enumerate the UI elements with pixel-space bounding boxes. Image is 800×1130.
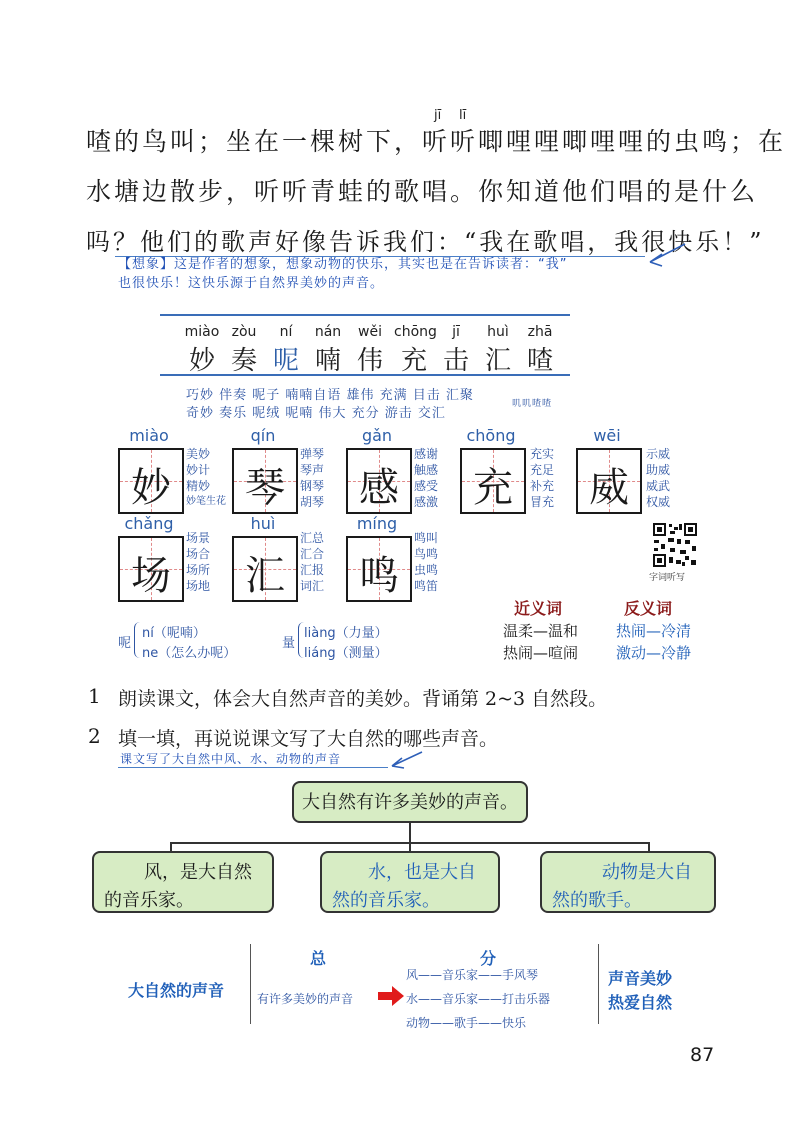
read-char: 喃 [314,346,341,376]
tree-leaf-text: 动物是大自然的歌手。 [552,862,692,911]
write-char-pinyin: qín [250,426,276,445]
red-arrow-icon [378,986,404,1006]
write-char-box [460,448,526,514]
write-char-word: 胡琴 [300,495,325,509]
write-char-word: 权威 [646,495,671,509]
summary-divider [250,944,251,1024]
summary-right-1: 声音美妙 [608,969,673,988]
read-char: 汇 [484,346,511,376]
read-char: 喳 [526,346,553,376]
write-char-word: 汇报 [300,563,325,577]
tree-leaf-text: 的音乐家。 [104,890,194,911]
write-char-word: 场合 [186,547,211,561]
exercise-text: 朗读课文，体会大自然声音的美妙。背诵第 2~3 自然段。 [118,688,608,710]
qr-code-icon[interactable] [652,522,698,568]
write-char: 琴 [245,465,285,511]
annotation-note-1: 【想象】这是作者的想象，想象动物的快乐，其实也是在告诉读者：“我” [118,257,568,272]
write-char-word: 触感 [414,463,439,477]
write-char-word: 汇合 [300,547,325,561]
write-char-word: 鸣叫 [414,531,439,545]
polyphone-char: 量 [282,636,296,651]
read-char: 击 [442,346,469,376]
read-chars-top-rule [160,314,570,316]
read-char-pinyin: zòu [231,324,257,340]
tree-leaf-text: 水，也是大自然的音乐家。 [332,862,476,911]
write-char-word: 精妙 [186,479,211,493]
tree-connector [409,823,411,843]
polyphone-reading: ní（呢喃） [142,626,206,641]
write-char: 汇 [245,553,285,599]
write-char-word: 鸟鸣 [414,547,439,561]
exercise-number: 2 [88,724,101,748]
page-number: 87 [690,1044,715,1066]
read-char: 充 [400,346,427,376]
write-char-word: 虫鸣 [414,563,439,577]
write-char-pinyin: míng [356,514,398,533]
write-char-word: 弹琴 [300,447,325,461]
read-char-pinyin: wěi [358,324,382,340]
write-char-box [232,536,298,602]
write-char: 鸣 [359,553,399,599]
read-char-pinyin: ní [279,324,293,340]
write-char-box [346,448,412,514]
read-char-pinyin: chōng [394,324,437,340]
write-char-word: 妙计 [186,463,211,477]
summary-row: 风——音乐家——手风琴 [406,968,539,982]
passage-line-3: 吗？他们的歌声好像告诉我们：“我在歌唱，我很快乐！” [86,228,765,256]
write-char-box [576,448,642,514]
write-char: 充 [473,465,513,511]
read-char: 伟 [356,346,383,376]
summary-divider [598,944,599,1024]
write-char-box [232,448,298,514]
read-char: 呢 [272,346,299,376]
write-char-box [118,536,184,602]
read-words-row-2: 奇妙 奏乐 呢绒 呢喃 伟大 充分 游击 交汇 [186,406,446,421]
read-char-pinyin: nán [314,324,342,340]
synonym-item: 温柔—温和 [503,622,579,640]
write-char-word: 妙笔生花 [186,496,226,507]
write-char-word: 鸣笛 [414,579,439,593]
tree-leaf-animals [540,851,716,913]
antonym-item: 激动—冷静 [616,644,692,662]
write-char: 妙 [131,465,171,511]
synonyms-title: 近义词 [514,599,563,618]
write-char-box [346,536,412,602]
tree-root-text: 大自然有许多美妙的声音。 [302,792,518,813]
write-char-word: 冒充 [530,495,555,509]
polyphone-char: 呢 [118,636,132,651]
write-char-word: 汇总 [300,531,325,545]
pinyin-ji: jī [434,108,442,123]
write-char-word: 威武 [646,479,671,493]
write-char-pinyin: wēi [593,426,621,445]
qr-caption: 字词听写 [649,573,686,583]
write-char: 场 [131,553,171,599]
write-char-word: 美妙 [186,447,211,461]
write-char-word: 场地 [186,579,211,593]
summary-row: 动物——歌手——快乐 [406,1016,527,1030]
tree-root-box [292,781,528,823]
read-char-pinyin: jī [452,324,460,340]
read-words-row-1: 巧妙 伴奏 呢子 喃喃自语 雄伟 充满 目击 汇聚 [186,388,474,403]
read-char-pinyin: zhā [527,324,553,340]
annotation-arrow-icon [640,240,690,270]
write-char-box [118,448,184,514]
read-char-pinyin: miào [184,324,220,340]
write-char-word: 助威 [646,463,671,477]
passage-line-1: 喳的鸟叫；坐在一棵树下，听听唧哩哩唧哩哩的虫鸣；在 [86,127,787,156]
summary-left: 大自然的声音 [128,981,225,1000]
write-char-pinyin: huì [250,514,276,533]
write-char-word: 词汇 [300,579,325,593]
tree-leaf-text: 风，是大自然 [144,862,252,883]
summary-zong: 总 [310,949,327,968]
write-char-word: 补充 [530,479,555,493]
write-char-word: 感谢 [414,447,439,461]
exercise-number: 1 [88,684,101,708]
summary-row: 水——音乐家——打击乐器 [406,992,551,1006]
write-char-pinyin: gǎn [361,426,393,445]
write-char-pinyin: chōng [466,426,516,445]
read-char-pinyin: huì [487,324,509,340]
synonym-item: 热闹—喧闹 [503,644,579,662]
summary-zong-text: 有许多美妙的声音 [257,992,354,1006]
write-char-word: 充足 [530,463,555,477]
write-char-word: 感受 [414,479,439,493]
write-char-word: 场景 [186,531,211,545]
write-char-pinyin: miào [129,426,169,445]
summary-right-2: 热爱自然 [608,993,673,1012]
write-char-word: 示威 [646,447,671,461]
polyphone-reading: liàng（力量） [304,626,388,641]
exercise-text: 填一填，再说说课文写了大自然的哪些声音。 [118,728,499,750]
annotation-note-2: 也很快乐！这快乐源于自然界美妙的声音。 [118,276,385,291]
tree-leaf-water [320,851,500,913]
polyphone-reading: liáng（测量） [304,646,388,661]
write-char-pinyin: chǎng [124,514,174,533]
write-char-word: 感激 [414,495,439,509]
tree-leaf-wind [92,851,274,913]
antonym-item: 热闹—冷清 [616,622,692,640]
read-words-extra: 叽叽喳喳 [512,399,553,409]
annotation-note-3: 课文写了大自然中风、水、动物的声音 [120,752,342,766]
write-char-word: 充实 [530,447,555,461]
pinyin-li: lī [459,108,467,123]
write-char-word: 钢琴 [300,479,325,493]
read-char: 奏 [230,346,257,376]
write-char-word: 场所 [186,563,211,577]
write-char-word: 琴声 [300,463,325,477]
brace [134,622,141,658]
read-char: 妙 [188,346,215,376]
note-underline [118,767,388,768]
summary-fen: 分 [480,949,497,968]
passage-line-2: 水塘边散步，听听青蛙的歌唱。你知道他们唱的是什么 [86,177,759,206]
annotation-arrow-icon [386,748,426,772]
write-char: 威 [589,465,629,511]
write-char: 感 [359,465,399,511]
polyphone-reading: ne（怎么办呢） [142,646,237,661]
antonyms-title: 反义词 [624,599,673,618]
